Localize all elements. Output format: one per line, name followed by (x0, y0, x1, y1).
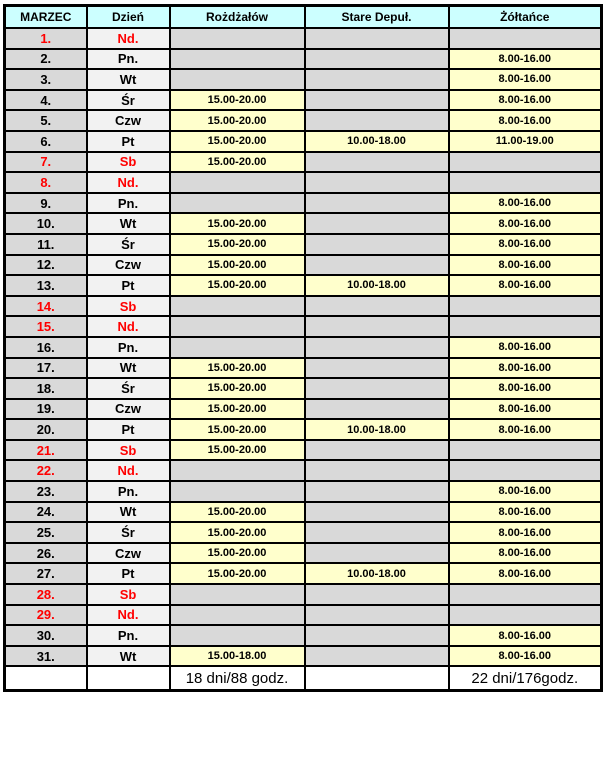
stare-depul-hours-cell (305, 193, 449, 214)
march-schedule-table (3, 4, 603, 692)
day-number-cell: 8. (5, 172, 87, 193)
day-name-cell: Pn. (87, 49, 170, 70)
zoltance-hours-cell: 8.00-16.00 (449, 543, 602, 564)
day-number-cell: 26. (5, 543, 87, 564)
schedule-day-row (5, 152, 602, 173)
zoltance-hours-cell: 8.00-16.00 (449, 625, 602, 646)
rozdzalow-hours-cell: 15.00-20.00 (170, 358, 305, 379)
totals-row (5, 666, 602, 691)
day-number-cell: 10. (5, 213, 87, 234)
schedule-day-row (5, 378, 602, 399)
zoltance-hours-cell (449, 584, 602, 605)
stare-depul-hours-cell (305, 172, 449, 193)
day-name-cell: Śr (87, 378, 170, 399)
schedule-day-row (5, 605, 602, 626)
stare-depul-hours-cell (305, 90, 449, 111)
day-name-cell: Sb (87, 296, 170, 317)
rozdzalow-hours-cell: 15.00-20.00 (170, 234, 305, 255)
rozdzalow-hours-cell: 15.00-20.00 (170, 502, 305, 523)
day-name-cell: Nd. (87, 28, 170, 49)
zoltance-hours-cell (449, 152, 602, 173)
day-name-cell: Pt (87, 419, 170, 440)
schedule-day-row (5, 543, 602, 564)
rozdzalow-hours-cell: 15.00-20.00 (170, 110, 305, 131)
zoltance-hours-cell: 8.00-16.00 (449, 502, 602, 523)
day-number-cell: 23. (5, 481, 87, 502)
zoltance-hours-cell: 8.00-16.00 (449, 255, 602, 276)
zoltance-hours-cell (449, 440, 602, 461)
rozdzalow-hours-cell (170, 49, 305, 70)
day-name-cell: Wt (87, 502, 170, 523)
rozdzalow-hours-cell (170, 625, 305, 646)
rozdzalow-hours-cell: 15.00-20.00 (170, 543, 305, 564)
rozdzalow-hours-cell (170, 605, 305, 626)
stare-depul-hours-cell (305, 152, 449, 173)
schedule-day-row (5, 110, 602, 131)
day-name-cell: Wt (87, 69, 170, 90)
day-number-cell: 9. (5, 193, 87, 214)
stare-depul-hours-cell (305, 358, 449, 379)
day-name-cell: Pt (87, 131, 170, 152)
schedule-day-row (5, 440, 602, 461)
stare-depul-hours-cell (305, 646, 449, 667)
day-number-cell: 20. (5, 419, 87, 440)
day-number-cell: 3. (5, 69, 87, 90)
day-column-header: Dzień (87, 6, 170, 29)
schedule-day-row (5, 481, 602, 502)
day-name-cell: Śr (87, 522, 170, 543)
rozdzalow-hours-cell: 15.00-20.00 (170, 563, 305, 584)
day-name-cell: Pt (87, 563, 170, 584)
zoltance-hours-cell: 8.00-16.00 (449, 213, 602, 234)
rozdzalow-hours-cell: 15.00-20.00 (170, 378, 305, 399)
schedule-day-row (5, 337, 602, 358)
day-name-cell: Pn. (87, 481, 170, 502)
stare-depul-hours-cell (305, 584, 449, 605)
day-number-cell: 11. (5, 234, 87, 255)
day-name-cell: Sb (87, 584, 170, 605)
stare-depul-hours-cell (305, 522, 449, 543)
schedule-body (5, 28, 602, 666)
rozdzalow-hours-cell: 15.00-20.00 (170, 255, 305, 276)
zoltance-hours-cell: 8.00-16.00 (449, 49, 602, 70)
day-number-cell: 17. (5, 358, 87, 379)
day-number-cell: 1. (5, 28, 87, 49)
rozdzalow-hours-cell (170, 28, 305, 49)
rozdzalow-hours-cell: 15.00-20.00 (170, 152, 305, 173)
stare-depul-hours-cell (305, 49, 449, 70)
stare-depul-hours-cell (305, 378, 449, 399)
day-name-cell: Czw (87, 110, 170, 131)
stare-depul-hours-cell (305, 605, 449, 626)
day-number-cell: 12. (5, 255, 87, 276)
stare-depul-hours-cell (305, 543, 449, 564)
day-number-cell: 6. (5, 131, 87, 152)
zoltance-hours-cell: 8.00-16.00 (449, 90, 602, 111)
day-name-cell: Pn. (87, 625, 170, 646)
stare-depul-hours-cell: 10.00-18.00 (305, 131, 449, 152)
schedule-day-row (5, 563, 602, 584)
rozdzalow-hours-cell (170, 481, 305, 502)
day-number-cell: 13. (5, 275, 87, 296)
totals-month-cell (5, 666, 87, 691)
stare-depul-hours-cell (305, 110, 449, 131)
zoltance-hours-cell (449, 172, 602, 193)
stare-depul-hours-cell (305, 481, 449, 502)
rozdzalow-hours-cell: 15.00-18.00 (170, 646, 305, 667)
rozdzalow-column-header: Rożdżałów (170, 6, 305, 29)
zoltance-hours-cell (449, 605, 602, 626)
schedule-day-row (5, 213, 602, 234)
zoltance-hours-cell: 8.00-16.00 (449, 563, 602, 584)
rozdzalow-hours-cell: 15.00-20.00 (170, 213, 305, 234)
day-name-cell: Czw (87, 255, 170, 276)
rozdzalow-hours-cell: 15.00-20.00 (170, 90, 305, 111)
day-name-cell: Wt (87, 646, 170, 667)
stare-depul-hours-cell (305, 234, 449, 255)
stare-depul-hours-cell (305, 213, 449, 234)
day-name-cell: Sb (87, 440, 170, 461)
rozdzalow-hours-cell (170, 296, 305, 317)
stare-depul-hours-cell (305, 440, 449, 461)
zoltance-hours-cell: 8.00-16.00 (449, 234, 602, 255)
day-name-cell: Śr (87, 90, 170, 111)
zoltance-hours-cell: 8.00-16.00 (449, 646, 602, 667)
header-row (5, 6, 602, 29)
zoltance-hours-cell: 8.00-16.00 (449, 193, 602, 214)
stare-depul-total-cell (305, 666, 449, 691)
day-number-cell: 30. (5, 625, 87, 646)
zoltance-total-cell: 22 dni/176godz. (449, 666, 602, 691)
stare-depul-hours-cell: 10.00-18.00 (305, 419, 449, 440)
stare-depul-hours-cell (305, 502, 449, 523)
stare-depul-hours-cell (305, 69, 449, 90)
stare-depul-hours-cell (305, 296, 449, 317)
rozdzalow-hours-cell: 15.00-20.00 (170, 419, 305, 440)
schedule-day-row (5, 358, 602, 379)
schedule-day-row (5, 522, 602, 543)
rozdzalow-total-cell: 18 dni/88 godz. (170, 666, 305, 691)
schedule-day-row (5, 131, 602, 152)
schedule-day-row (5, 419, 602, 440)
stare-depul-hours-cell (305, 460, 449, 481)
schedule-day-row (5, 275, 602, 296)
rozdzalow-hours-cell: 15.00-20.00 (170, 522, 305, 543)
zoltance-hours-cell (449, 28, 602, 49)
day-name-cell: Czw (87, 543, 170, 564)
schedule-day-row (5, 625, 602, 646)
day-number-cell: 15. (5, 316, 87, 337)
day-number-cell: 21. (5, 440, 87, 461)
stare-depul-hours-cell (305, 316, 449, 337)
rozdzalow-hours-cell (170, 316, 305, 337)
zoltance-hours-cell (449, 296, 602, 317)
zoltance-hours-cell: 8.00-16.00 (449, 481, 602, 502)
day-number-cell: 25. (5, 522, 87, 543)
rozdzalow-hours-cell: 15.00-20.00 (170, 440, 305, 461)
zoltance-hours-cell: 8.00-16.00 (449, 275, 602, 296)
schedule-day-row (5, 296, 602, 317)
schedule-day-row (5, 172, 602, 193)
schedule-day-row (5, 193, 602, 214)
day-number-cell: 18. (5, 378, 87, 399)
rozdzalow-hours-cell (170, 69, 305, 90)
zoltance-hours-cell: 8.00-16.00 (449, 522, 602, 543)
schedule-day-row (5, 399, 602, 420)
rozdzalow-hours-cell (170, 337, 305, 358)
zoltance-hours-cell: 8.00-16.00 (449, 399, 602, 420)
rozdzalow-hours-cell (170, 460, 305, 481)
day-number-cell: 19. (5, 399, 87, 420)
zoltance-hours-cell: 8.00-16.00 (449, 337, 602, 358)
zoltance-hours-cell: 8.00-16.00 (449, 378, 602, 399)
day-name-cell: Śr (87, 234, 170, 255)
day-name-cell: Nd. (87, 460, 170, 481)
day-name-cell: Wt (87, 213, 170, 234)
schedule-day-row (5, 502, 602, 523)
schedule-day-row (5, 646, 602, 667)
zoltance-hours-cell: 8.00-16.00 (449, 110, 602, 131)
stare-depul-hours-cell (305, 28, 449, 49)
schedule-day-row (5, 234, 602, 255)
totals-day-cell (87, 666, 170, 691)
stare-depul-hours-cell: 10.00-18.00 (305, 275, 449, 296)
rozdzalow-hours-cell: 15.00-20.00 (170, 131, 305, 152)
day-number-cell: 24. (5, 502, 87, 523)
day-number-cell: 7. (5, 152, 87, 173)
zoltance-column-header: Żółtańce (449, 6, 602, 29)
stare-depul-hours-cell (305, 337, 449, 358)
day-name-cell: Wt (87, 358, 170, 379)
day-number-cell: 28. (5, 584, 87, 605)
day-number-cell: 29. (5, 605, 87, 626)
rozdzalow-hours-cell (170, 193, 305, 214)
rozdzalow-hours-cell: 15.00-20.00 (170, 399, 305, 420)
day-number-cell: 27. (5, 563, 87, 584)
schedule-day-row (5, 90, 602, 111)
day-name-cell: Nd. (87, 316, 170, 337)
schedule-day-row (5, 584, 602, 605)
zoltance-hours-cell: 8.00-16.00 (449, 358, 602, 379)
zoltance-hours-cell (449, 460, 602, 481)
zoltance-hours-cell: 8.00-16.00 (449, 419, 602, 440)
day-name-cell: Pn. (87, 193, 170, 214)
stare-depul-hours-cell (305, 625, 449, 646)
schedule-day-row (5, 316, 602, 337)
stare-depul-hours-cell (305, 255, 449, 276)
day-number-cell: 22. (5, 460, 87, 481)
day-name-cell: Pn. (87, 337, 170, 358)
stare-depul-column-header: Stare Depuł. (305, 6, 449, 29)
day-number-cell: 5. (5, 110, 87, 131)
rozdzalow-hours-cell: 15.00-20.00 (170, 275, 305, 296)
schedule-day-row (5, 69, 602, 90)
day-name-cell: Nd. (87, 172, 170, 193)
schedule-day-row (5, 28, 602, 49)
rozdzalow-hours-cell (170, 584, 305, 605)
rozdzalow-hours-cell (170, 172, 305, 193)
day-number-cell: 2. (5, 49, 87, 70)
day-number-cell: 4. (5, 90, 87, 111)
day-number-cell: 16. (5, 337, 87, 358)
zoltance-hours-cell: 11.00-19.00 (449, 131, 602, 152)
day-name-cell: Sb (87, 152, 170, 173)
schedule-day-row (5, 49, 602, 70)
month-header: MARZEC (5, 6, 87, 29)
zoltance-hours-cell: 8.00-16.00 (449, 69, 602, 90)
day-name-cell: Pt (87, 275, 170, 296)
day-number-cell: 31. (5, 646, 87, 667)
day-name-cell: Nd. (87, 605, 170, 626)
day-name-cell: Czw (87, 399, 170, 420)
stare-depul-hours-cell: 10.00-18.00 (305, 563, 449, 584)
zoltance-hours-cell (449, 316, 602, 337)
day-number-cell: 14. (5, 296, 87, 317)
schedule-day-row (5, 255, 602, 276)
schedule-day-row (5, 460, 602, 481)
stare-depul-hours-cell (305, 399, 449, 420)
